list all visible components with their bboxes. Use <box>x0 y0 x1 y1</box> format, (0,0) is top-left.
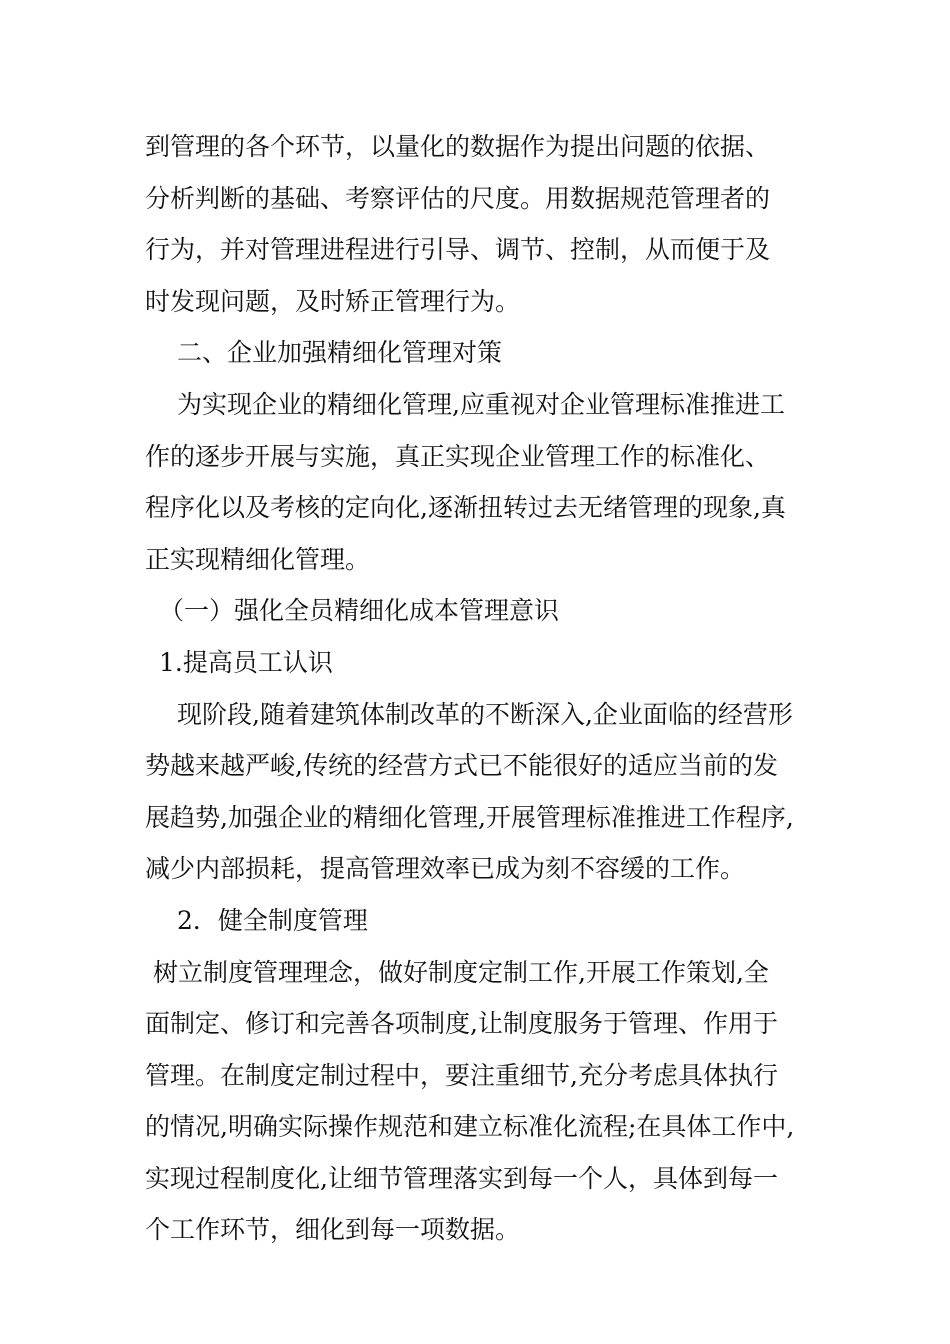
paragraph-line: 时发现问题，及时矫正管理行为。 <box>145 286 521 316</box>
paragraph-line: 减少内部损耗，提高管理效率已成为刻不容缓的工作。 <box>145 854 746 884</box>
paragraph-line: 行为，并对管理进程进行引导、调节、控制，从而便于及 <box>145 235 771 265</box>
document-body <box>145 121 810 1256</box>
item-heading: 1.提高员工认识 <box>159 647 333 677</box>
paragraph-line: 管理。在制度定制过程中，要注重细节,充分考虑具体执行 <box>145 1060 778 1090</box>
paragraph-line: 为实现企业的精细化管理,应重视对企业管理标准推进工 <box>177 389 785 419</box>
paragraph-line: 分析判断的基础、考察评估的尺度。用数据规范管理者的 <box>145 183 771 213</box>
subsection-heading: （一）强化全员精细化成本管理意识 <box>159 596 560 626</box>
item-heading: 2．健全制度管理 <box>177 905 368 935</box>
paragraph-line: 实现过程制度化,让细节管理落实到每一个人，具体到每一 <box>145 1163 778 1193</box>
paragraph-line: 面制定、修订和完善各项制度,让制度服务于管理、作用于 <box>145 1009 778 1039</box>
paragraph-line: 的情况,明确实际操作规范和建立标准化流程;在具体工作中, <box>145 1112 795 1142</box>
paragraph-line: 到管理的各个环节，以量化的数据作为提出问题的依据、 <box>145 132 771 161</box>
paragraph-line: 势越来越严峻,传统的经营方式已不能很好的适应当前的发 <box>145 751 778 781</box>
paragraph-line: 程序化以及考核的定向化,逐渐扭转过去无绪管理的现象,真 <box>145 493 786 523</box>
paragraph-line: 树立制度管理理念，做好制度定制工作,开展工作策划,全 <box>153 957 769 987</box>
paragraph-line: 正实现精细化管理。 <box>145 544 371 574</box>
paragraph-line: 展趋势,加强企业的精细化管理,开展管理标准推进工作程序, <box>145 802 794 832</box>
paragraph-line: 作的逐步开展与实施，真正实现企业管理工作的标准化、 <box>145 441 771 471</box>
paragraph-line: 个工作环节，细化到每一项数据。 <box>145 1215 521 1245</box>
paragraph-line: 现阶段,随着建筑体制改革的不断深入,企业面临的经营形 <box>177 699 793 729</box>
section-heading: 二、企业加强精细化管理对策 <box>177 338 503 368</box>
